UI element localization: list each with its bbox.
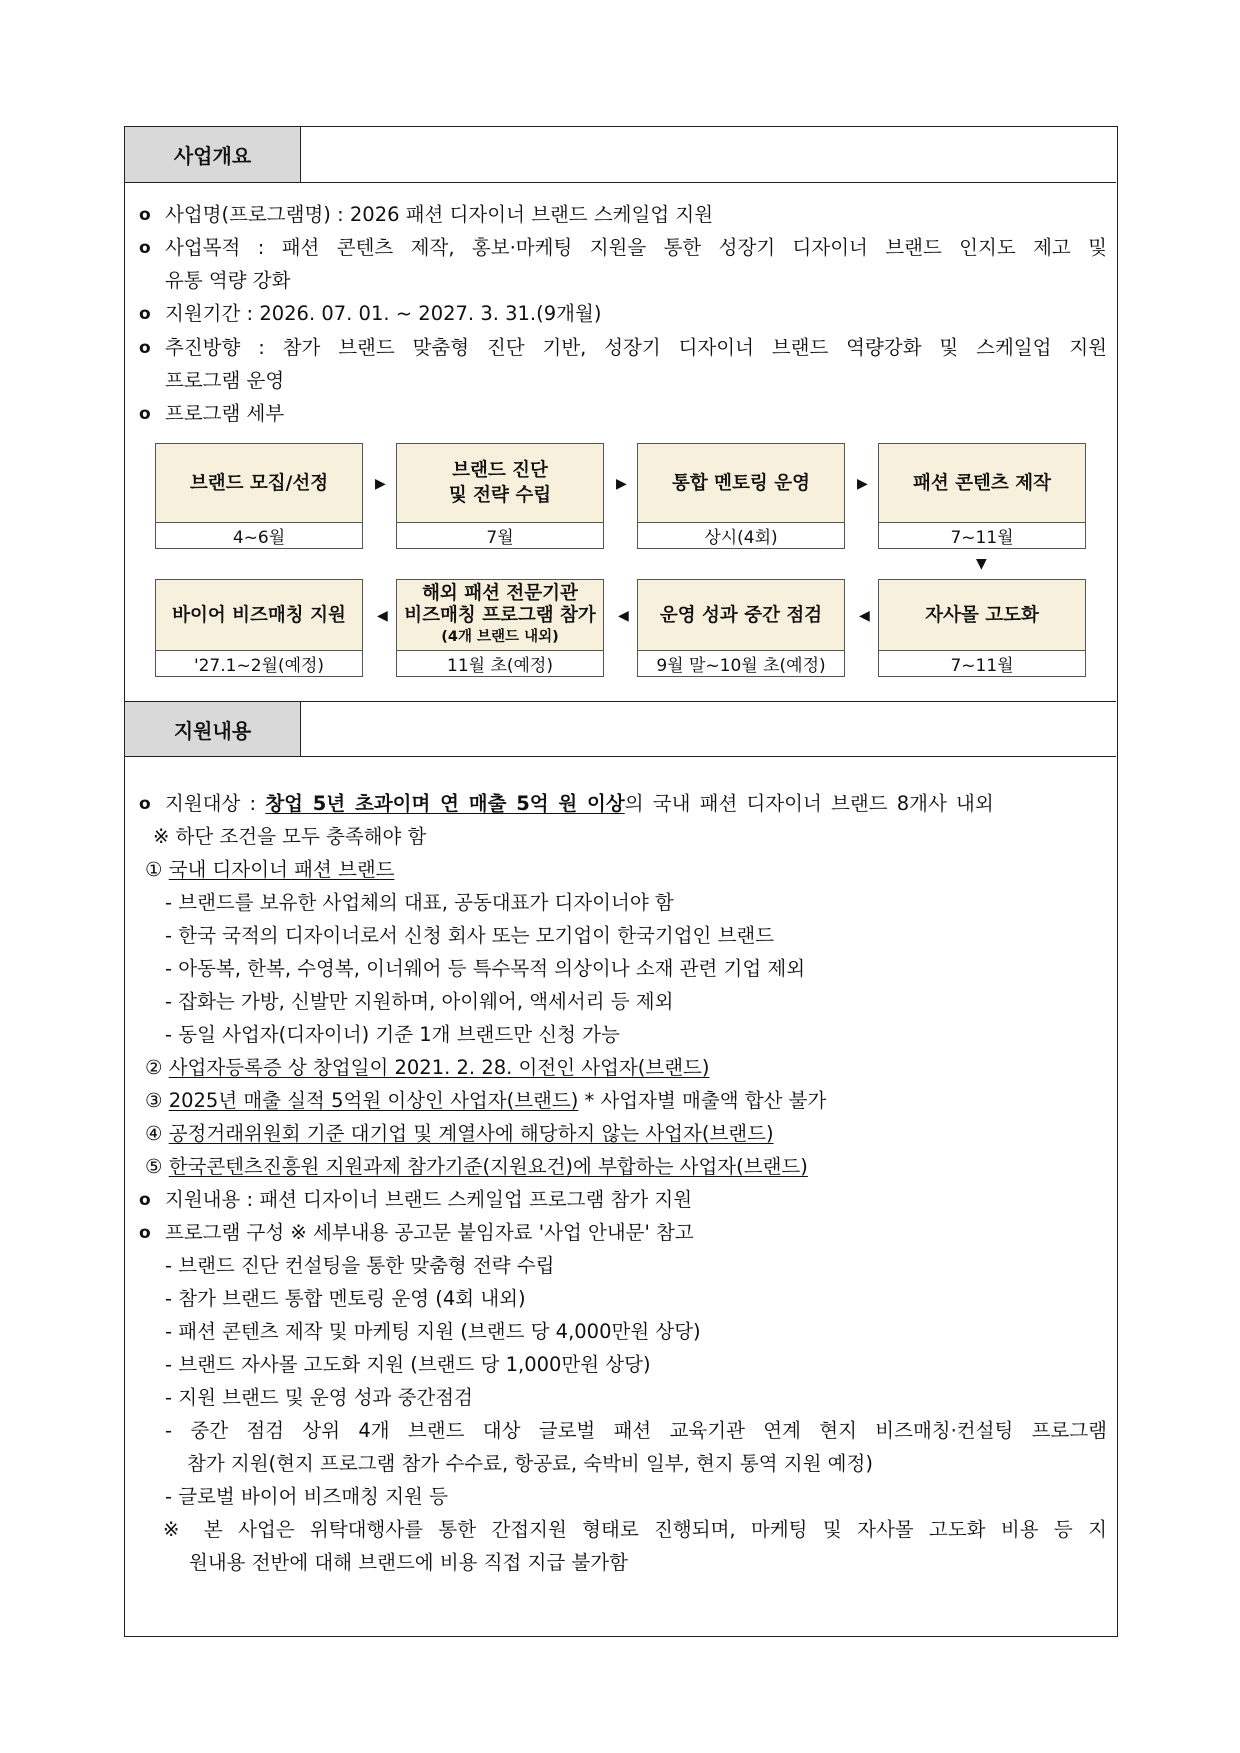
notice-line1: ※ 본 사업은 위탁대행사를 통한 간접지원 형태로 진행되며, 마케팅 및 자사몰 고도화 비용 등 지 xyxy=(163,1518,1107,1541)
condition-2 xyxy=(145,1055,709,1081)
target-prefix: 지원대상 : xyxy=(165,792,266,815)
comp-item: - 브랜드 진단 컨설팅을 통한 맞춤형 전략 수립 xyxy=(165,1254,555,1277)
flow-time: 4~6월 xyxy=(155,523,363,549)
condition-text: 공정거래위원회 기준 대기업 및 계열사에 해당하지 않는 사업자(브랜드) xyxy=(168,1122,774,1145)
arrow-right-icon: ▶ xyxy=(375,476,386,492)
target-note: ※ 하단 조건을 모두 충족해야 함 xyxy=(153,825,427,848)
condition-note: * 사업자별 매출액 합산 불가 xyxy=(578,1089,827,1112)
flow-box-diagnosis xyxy=(396,443,604,523)
bullet-icon: o xyxy=(139,304,151,324)
flow-time: 7~11월 xyxy=(878,523,1086,549)
flow-box-buyer xyxy=(155,579,363,651)
notice-line2: 원내용 전반에 대해 브랜드에 비용 직접 지급 불가함 xyxy=(189,1551,628,1574)
flow-box-mall xyxy=(878,579,1086,651)
period: 지원기간 : 2026. 07. 01. ~ 2027. 3. 31.(9개월) xyxy=(165,302,602,325)
flow-label: 비즈매칭 프로그램 참가 xyxy=(404,605,596,626)
condition-text: 한국콘텐츠진흥원 지원과제 참가기준(지원요건)에 부합하는 사업자(브랜드) xyxy=(168,1155,808,1178)
condition-number: ② xyxy=(145,1056,163,1079)
bullet-icon: o xyxy=(139,338,151,358)
flow-label: 패션 콘텐츠 제작 xyxy=(913,472,1051,494)
overview-title: 사업개요 xyxy=(125,127,301,182)
bullet-icon: o xyxy=(139,1190,151,1210)
bullet-icon: o xyxy=(139,205,151,225)
flow-label: 통합 멘토링 운영 xyxy=(672,472,810,494)
global-line1: - 중간 점검 상위 4개 브랜드 대상 글로벌 패션 교육기관 연계 현지 비즈매칭·컨설팅 프로그램 xyxy=(165,1419,1107,1442)
program-name: 사업명(프로그램명) : 2026 패션 디자이너 브랜드 스케일업 지원 xyxy=(165,203,714,226)
flow-label: 브랜드 진단 xyxy=(452,460,548,481)
condition-text: 사업자등록증 상 창업일이 2021. 2. 28. 이전인 사업자(브랜드) xyxy=(168,1056,710,1079)
support-content: 지원내용 : 패션 디자이너 브랜드 스케일업 프로그램 참가 지원 xyxy=(165,1188,693,1211)
bullet-icon: o xyxy=(139,794,151,814)
document-frame xyxy=(124,126,1118,1637)
flow-label: 자사몰 고도화 xyxy=(925,604,1039,626)
target-bold: 창업 5년 초과이며 연 매출 5억 원 이상 xyxy=(265,792,625,815)
flow-label: (4개 브랜드 내외) xyxy=(441,629,559,645)
support-header xyxy=(125,701,1116,757)
flow-label: 해외 패션 전문기관 xyxy=(422,583,578,604)
arrow-right-icon: ▶ xyxy=(857,476,868,492)
overview-header xyxy=(125,127,1116,183)
flow-label: 브랜드 모집/선정 xyxy=(189,472,329,494)
target-line xyxy=(165,791,994,817)
purpose-line1: 사업목적 : 패션 콘텐츠 제작, 홍보·마케팅 지원을 통한 성장기 디자이너 브랜드 인지도 제고 및 xyxy=(165,236,1107,259)
flow-box-recruit xyxy=(155,443,363,523)
flow-time: 7월 xyxy=(396,523,604,549)
bullet-icon: o xyxy=(139,404,151,424)
condition-number: ⑤ xyxy=(145,1155,163,1178)
comp-item: - 브랜드 자사몰 고도화 지원 (브랜드 당 1,000만원 상당) xyxy=(165,1353,651,1376)
comp-item: - 지원 브랜드 및 운영 성과 중간점검 xyxy=(165,1386,473,1409)
target-suffix: 의 국내 패션 디자이너 브랜드 8개사 내외 xyxy=(624,792,994,815)
condition-number: ④ xyxy=(145,1122,163,1145)
flow-box-contents xyxy=(878,443,1086,523)
c1-item: - 잡화는 가방, 신발만 지원하며, 아이웨어, 액세서리 등 제외 xyxy=(165,990,674,1013)
flow-time: 11월 초(예정) xyxy=(396,651,604,677)
flow-label: 운영 성과 중간 점검 xyxy=(659,604,823,626)
c1-item: - 브랜드를 보유한 사업체의 대표, 공동대표가 디자이너야 함 xyxy=(165,891,674,914)
condition-text: 국내 디자이너 패션 브랜드 xyxy=(168,858,395,881)
direction-line1: 추진방향 : 참가 브랜드 맞춤형 진단 기반, 성장기 디자이너 브랜드 역량강화 및 스케일업 지원 xyxy=(165,336,1107,359)
comp-item: - 참가 브랜드 통합 멘토링 운영 (4회 내외) xyxy=(165,1287,526,1310)
condition-number: ① xyxy=(145,858,163,881)
direction-line2: 프로그램 운영 xyxy=(165,369,285,392)
program-composition: 프로그램 구성 ※ 세부내용 공고문 붙임자료 '사업 안내문' 참고 xyxy=(165,1221,694,1244)
flow-box-overseas xyxy=(396,579,604,651)
flow-time: 9월 말~10월 초(예정) xyxy=(637,651,845,677)
flow-time: 7~11월 xyxy=(878,651,1086,677)
arrow-right-icon: ▶ xyxy=(616,476,627,492)
comp-item: - 패션 콘텐츠 제작 및 마케팅 지원 (브랜드 당 4,000만원 상당) xyxy=(165,1320,701,1343)
bullet-icon: o xyxy=(139,1223,151,1243)
condition-4 xyxy=(145,1121,774,1147)
c1-item: - 한국 국적의 디자이너로서 신청 회사 또는 모기업이 한국기업인 브랜드 xyxy=(165,924,775,947)
condition-3 xyxy=(145,1088,826,1114)
arrow-left-icon: ◀ xyxy=(377,608,388,624)
detail-label: 프로그램 세부 xyxy=(165,402,285,425)
condition-number: ③ xyxy=(145,1089,163,1112)
flow-label: 바이어 비즈매칭 지원 xyxy=(172,604,346,626)
flow-label: 및 전략 수립 xyxy=(448,485,552,506)
flow-time: '27.1~2월(예정) xyxy=(155,651,363,677)
flow-time: 상시(4회) xyxy=(637,523,845,549)
flow-box-mentoring xyxy=(637,443,845,523)
global-line2: 참가 지원(현지 프로그램 참가 수수료, 항공료, 숙박비 일부, 현지 통역 지원 예정) xyxy=(187,1452,873,1475)
purpose-line2: 유통 역량 강화 xyxy=(165,269,291,292)
arrow-down-icon: ▼ xyxy=(976,556,987,572)
arrow-left-icon: ◀ xyxy=(618,608,629,624)
c1-item: - 동일 사업자(디자이너) 기준 1개 브랜드만 신청 가능 xyxy=(165,1023,620,1046)
bullet-icon: o xyxy=(139,238,151,258)
condition-1 xyxy=(145,857,395,883)
support-title: 지원내용 xyxy=(125,702,301,756)
condition-5 xyxy=(145,1154,808,1180)
flow-box-midcheck xyxy=(637,579,845,651)
arrow-left-icon: ◀ xyxy=(859,608,870,624)
buyer-item: - 글로벌 바이어 비즈매칭 지원 등 xyxy=(165,1485,448,1508)
c1-item: - 아동복, 한복, 수영복, 이너웨어 등 특수목적 의상이나 소재 관련 기업 제외 xyxy=(165,957,806,980)
condition-text: 2025년 매출 실적 5억원 이상인 사업자(브랜드) xyxy=(168,1089,579,1112)
